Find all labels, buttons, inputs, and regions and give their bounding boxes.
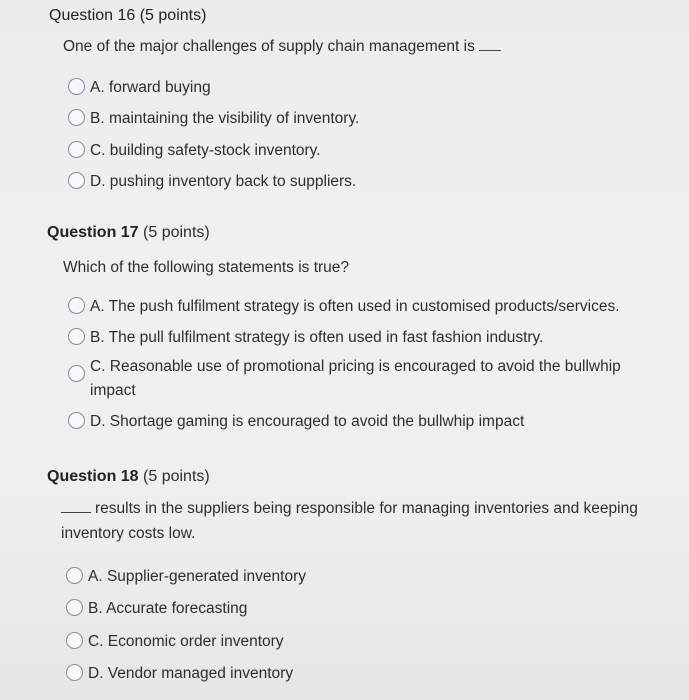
radio-button[interactable] bbox=[68, 412, 85, 429]
q17-option-a[interactable] bbox=[68, 295, 620, 319]
option-label: A. Supplier-generated inventory bbox=[88, 568, 306, 585]
option-label: B. Accurate forecasting bbox=[88, 600, 248, 617]
q18-option-b[interactable] bbox=[66, 597, 247, 621]
q16-option-a[interactable] bbox=[68, 76, 211, 100]
answer-blank bbox=[479, 38, 501, 51]
q16-option-c[interactable] bbox=[68, 139, 321, 163]
radio-button[interactable] bbox=[66, 664, 83, 681]
option-label: A. forward buying bbox=[90, 79, 211, 96]
option-label: D. Vendor managed inventory bbox=[88, 665, 294, 682]
radio-button[interactable] bbox=[68, 365, 85, 382]
answer-blank bbox=[61, 500, 91, 513]
question-number: Question 17 bbox=[47, 224, 139, 241]
q18-option-a[interactable] bbox=[66, 565, 306, 589]
option-label: D. Shortage gaming is encouraged to avoid the bullwhip impact bbox=[90, 413, 525, 430]
option-label: D. pushing inventory back to suppliers. bbox=[90, 173, 357, 190]
option-label: B. maintaining the visibility of inventory. bbox=[90, 110, 360, 127]
question-18-stem: results in the suppliers being responsible for managing inventories and keeping inventory costs low. bbox=[61, 500, 638, 542]
radio-button[interactable] bbox=[66, 632, 83, 649]
question-17-text: Which of the following statements is true? bbox=[63, 259, 350, 276]
q16-option-d[interactable] bbox=[68, 170, 356, 194]
radio-button[interactable] bbox=[68, 297, 85, 314]
question-18-title bbox=[47, 468, 210, 486]
question-16-title: Question 16 (5 points) bbox=[49, 7, 207, 24]
question-points: (5 points) bbox=[143, 468, 210, 485]
question-18-text bbox=[61, 496, 671, 546]
radio-button[interactable] bbox=[66, 567, 83, 584]
q16-option-b[interactable] bbox=[68, 107, 359, 131]
option-label: C. Economic order inventory bbox=[88, 633, 284, 650]
option-label: A. The push fulfilment strategy is often used in customised products/services. bbox=[90, 298, 620, 315]
radio-button[interactable] bbox=[68, 109, 85, 126]
question-16-text bbox=[63, 34, 663, 59]
q18-option-d[interactable] bbox=[66, 662, 293, 686]
radio-button[interactable] bbox=[68, 172, 85, 189]
radio-button[interactable] bbox=[68, 141, 85, 158]
radio-button[interactable] bbox=[66, 599, 83, 616]
q17-option-b[interactable] bbox=[68, 326, 543, 350]
option-label: C. building safety-stock inventory. bbox=[90, 142, 321, 159]
radio-button[interactable] bbox=[68, 78, 85, 95]
q17-option-d[interactable] bbox=[68, 410, 524, 434]
question-16-stem: One of the major challenges of supply chain management is bbox=[63, 38, 475, 55]
question-points: (5 points) bbox=[143, 224, 210, 241]
option-label: B. The pull fulfilment strategy is often used in fast fashion industry. bbox=[90, 329, 544, 346]
q17-option-c[interactable] bbox=[68, 355, 648, 403]
question-number: Question 18 bbox=[47, 468, 139, 485]
radio-button[interactable] bbox=[68, 328, 85, 345]
option-label: C. Reasonable use of promotional pricing is encouraged to avoid the bullwhip impact bbox=[90, 358, 621, 399]
q18-option-c[interactable] bbox=[66, 630, 284, 654]
question-17-title bbox=[47, 224, 210, 242]
